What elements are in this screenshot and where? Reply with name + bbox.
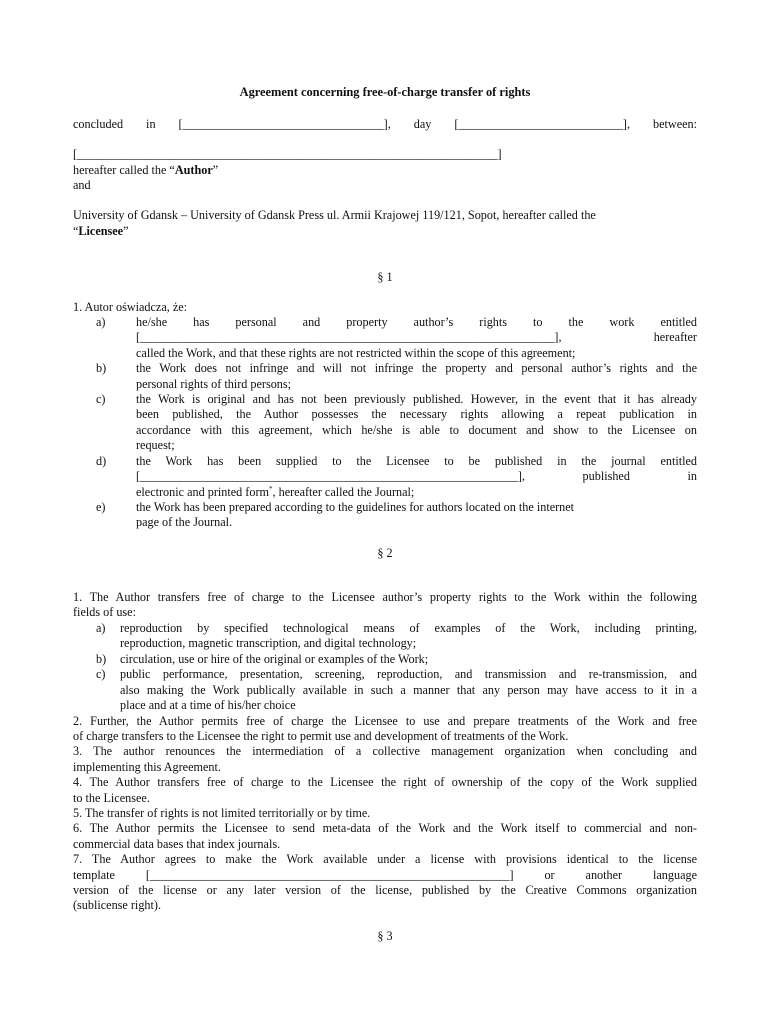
s2-p7-line: version of the license or any later version of the license, published by the Creative Commons organization bbox=[73, 883, 697, 897]
s2-p5-line: 5. The transfer of rights is not limited territorially or by time. bbox=[73, 806, 371, 820]
s1-item-b-line: the Work does not infringe and will not infringe the property and personal author’s rights and the bbox=[136, 361, 697, 375]
s1-item-d-label: d) bbox=[96, 454, 107, 468]
author-suffix: ” bbox=[212, 163, 219, 177]
s2-p6-line: commercial data bases that index journals. bbox=[73, 837, 281, 851]
s2-item-c-label: c) bbox=[96, 667, 106, 681]
s1-item-d-last-prefix: electronic and printed form bbox=[136, 485, 269, 499]
s2-item-c-line: also making the Work publically available in such a manner that any person may have access to it in a bbox=[120, 683, 697, 697]
s1-item-e-line: page of the Journal. bbox=[136, 515, 233, 529]
s1-item-a-line: [____________________________________________________________________], hereafter bbox=[136, 330, 697, 344]
s1-item-c-line: accordance with this agreement, which he/she is able to document and show to the Licensee on bbox=[136, 423, 697, 437]
s2-item-c-line: public performance, presentation, screening, reproduction, and transmission and re-transmission, and bbox=[120, 667, 697, 681]
s2-p2-line: of charge transfers to the Licensee the right to permit use and development of treatments of the Work. bbox=[73, 729, 569, 743]
s1-item-c-label: c) bbox=[96, 392, 106, 406]
s2-p7-line: (sublicense right). bbox=[73, 898, 161, 912]
s2-item-a-label: a) bbox=[96, 621, 106, 635]
licensee-prefix: “ bbox=[73, 224, 79, 238]
concluded-line: concluded in [_________________________________], day [___________________________], between: bbox=[73, 117, 697, 131]
s2-p4-line: 4. The Author transfers free of charge to the Licensee the right of ownership of the copy of the Work supplied bbox=[73, 775, 697, 789]
s1-item-b-line: personal rights of third persons; bbox=[136, 377, 292, 391]
s2-item-b-label: b) bbox=[96, 652, 107, 666]
s2-p2-line: 2. Further, the Author permits free of charge the Licensee to use and prepare treatments of the Work and free bbox=[73, 714, 697, 728]
s2-p7-line: template [___________________________________________________________] or another language bbox=[73, 868, 697, 882]
s1-item-a-line: called the Work, and that these rights are not restricted within the scope of this agreement; bbox=[136, 346, 576, 360]
and-text: and bbox=[73, 178, 91, 192]
section-1-intro: 1. Autor oświadcza, że: bbox=[73, 300, 188, 314]
s2-item-b-line: circulation, use or hire of the original or examples of the Work; bbox=[120, 652, 429, 666]
s2-p3-line: 3. The author renounces the intermediation of a collective management organization when concluding and bbox=[73, 744, 697, 758]
s2-p1-line: 1. The Author transfers free of charge to the Licensee author’s property rights to the Work within the following bbox=[73, 590, 697, 604]
s2-p3-line: implementing this Agreement. bbox=[73, 760, 221, 774]
author-definition bbox=[73, 163, 697, 179]
s1-item-a-label: a) bbox=[96, 315, 106, 329]
s2-item-a-line: reproduction by specified technological means of examples of the Work, including printing, bbox=[120, 621, 697, 635]
s1-item-c-line: request; bbox=[136, 438, 175, 452]
s2-p1-line: fields of use: bbox=[73, 605, 136, 619]
author-term: Author bbox=[174, 163, 213, 177]
licensee-definition bbox=[73, 224, 697, 240]
section-3-heading: § 3 bbox=[377, 929, 393, 943]
s2-p6-line: 6. The Author permits the Licensee to send meta-data of the Work and the Work itself to commercial and non- bbox=[73, 821, 697, 835]
licensee-suffix: ” bbox=[123, 224, 129, 238]
section-2-heading: § 2 bbox=[377, 546, 393, 560]
section-1-heading: § 1 bbox=[377, 270, 393, 284]
licensee-line: University of Gdansk – University of Gdansk Press ul. Armii Krajowej 119/121, Sopot, hereafter called the bbox=[73, 208, 596, 222]
licensee-term: Licensee bbox=[78, 224, 124, 238]
s2-p7-line: 7. The Author agrees to make the Work available under a license with provisions identical to the license bbox=[73, 852, 697, 866]
s2-item-c-line: place and at a time of his/her choice bbox=[120, 698, 296, 712]
author-prefix: hereafter called the “ bbox=[73, 163, 175, 177]
s2-item-a-line: reproduction, magnetic transcription, and digital technology; bbox=[120, 636, 417, 650]
s1-item-d-line bbox=[136, 485, 697, 501]
s1-item-b-label: b) bbox=[96, 361, 107, 375]
s1-item-d-line: [______________________________________________________________], published in bbox=[136, 469, 697, 483]
s1-item-d-last-suffix: , hereafter called the Journal; bbox=[272, 485, 415, 499]
s1-item-c-line: been published, the Author possesses the necessary rights allowing a repeat publication in bbox=[136, 407, 697, 421]
s1-item-a-line: he/she has personal and property author’s rights to the work entitled bbox=[136, 315, 697, 329]
s1-item-e-label: e) bbox=[96, 500, 106, 514]
author-blank: [_____________________________________________________________________] bbox=[73, 147, 502, 161]
s2-p4-line: to the Licensee. bbox=[73, 791, 150, 805]
s1-item-c-line: the Work is original and has not been previously published. However, in the event that it has already bbox=[136, 392, 697, 406]
s1-item-e-line: the Work has been prepared according to the guidelines for authors located on the internet bbox=[136, 500, 575, 514]
footnote-mark: * bbox=[269, 484, 273, 493]
s1-item-d-line: the Work has been supplied to the Licensee to be published in the journal entitled bbox=[136, 454, 697, 468]
document-title: Agreement concerning free-of-charge transfer of rights bbox=[239, 85, 531, 99]
